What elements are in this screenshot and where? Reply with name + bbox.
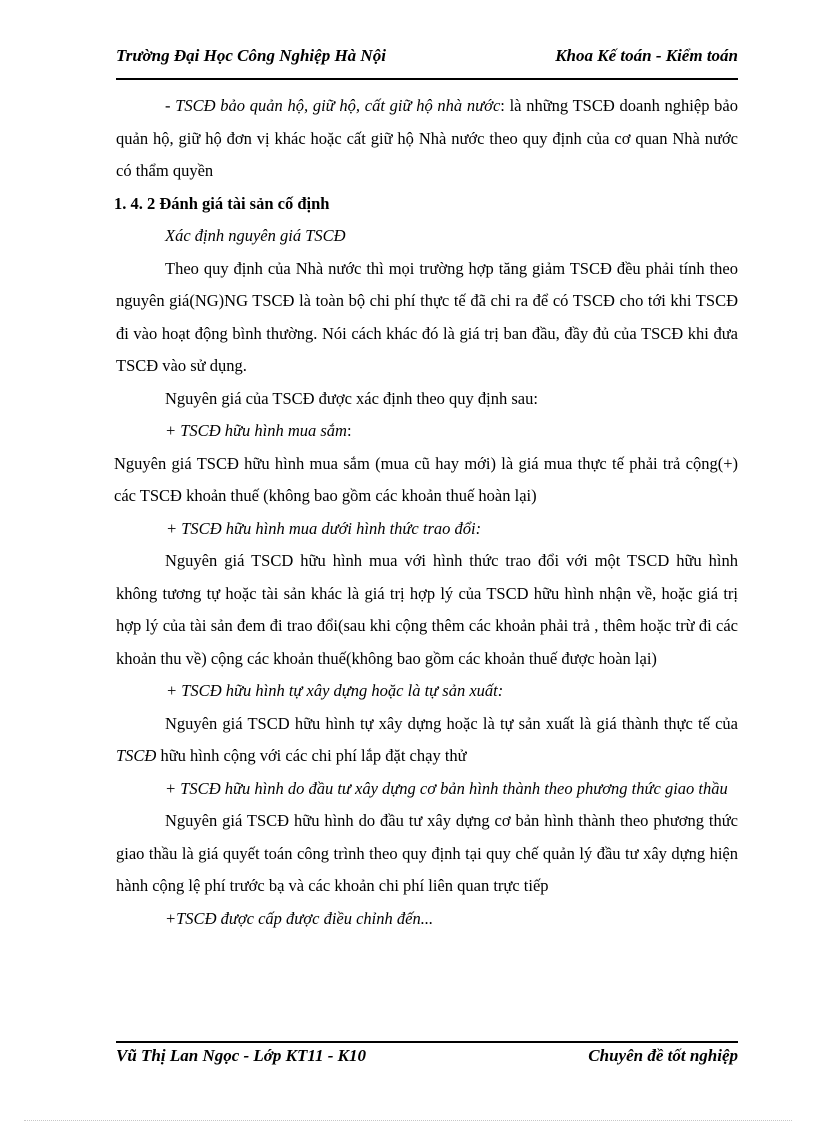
item-self-built-assets: + TSCĐ hữu hình tự xây dựng hoặc là tự sản xuất: <box>166 681 504 700</box>
paragraph-custody-assets <box>116 90 738 188</box>
item-contracted-construction: + TSCĐ hữu hình do đầu tư xây dựng cơ bản hình thành theo phương thức giao thầu <box>165 778 728 798</box>
paragraph-self-built-cost <box>116 708 738 773</box>
subheading-original-cost: Xác định nguyên giá TSCĐ <box>165 226 346 245</box>
paragraph-purchased-cost: Nguyên giá TSCĐ hữu hình mua sắm (mua cũ hay mới) là giá mua thực tế phải trả cộng(+) các TSCĐ khoản thuế (không bao gồm các khoản thuế hoàn lại) <box>114 453 738 505</box>
paragraph-text: : là những TSCĐ doanh nghiệp bảo quản hộ, giữ hộ đơn vị khác hoặc cất giữ hộ Nhà nước theo quy định của cơ quan Nhà nước có thẩm quyền <box>116 96 739 180</box>
header-school-name: Trường Đại Học Công Nghiệp Hà Nội <box>116 46 386 65</box>
item-label-italic: + TSCĐ hữu hình mua sắm <box>165 421 347 440</box>
footer-doc-type: Chuyên đề tốt nghiệp <box>588 1046 738 1065</box>
paragraph-text: hữu hình cộng với các chi phí lắp đặt chạy thử <box>156 746 467 765</box>
page-bottom-dotted-line <box>24 1120 792 1121</box>
paragraph-text: Nguyên giá TSCD hữu hình tự xây dựng hoặc là tự sản xuất là giá thành thực tế của <box>165 713 738 733</box>
item-purchased-assets <box>116 415 738 448</box>
page-header <box>116 44 738 70</box>
paragraph-cost-rules-intro: Nguyên giá của TSCĐ được xác định theo quy định sau: <box>165 388 538 408</box>
header-rule <box>116 78 738 80</box>
section-heading: 1. 4. 2 Đánh giá tài sản cố định <box>114 193 330 213</box>
page-footer <box>116 1046 738 1072</box>
paragraph-cost-definition: Theo quy định của Nhà nước thì mọi trường hợp tăng giảm TSCĐ đều phải tính theo nguyên giá(NG)NG TSCĐ là toàn bộ chi phí thực tế đã chi ra để có TSCĐ cho tới khi TSCĐ đi vào hoạt động bình thường. Nói cách khác đó là giá trị ban đầu, đầy đủ của TSCĐ khi đưa TSCĐ vào sử dụng. <box>116 258 738 375</box>
item-granted-assets: +TSCĐ được cấp được điều chỉnh đến... <box>165 908 434 928</box>
paragraph-exchanged-cost: Nguyên giá TSCD hữu hình mua với hình thức trao đổi với một TSCD hữu hình không tương tự hoặc tài sản khác là giá trị hợp lý của TSCD hữu hình nhận về, hoặc giá trị hợp lý của tài sản đem đi trao đổi(sau khi cộng thêm các khoản phải trả , thêm hoặc trừ đi các khoản thu về) cộng các khoản thuế(không bao gồm các khoản thuế được hoàn lại) <box>116 551 738 668</box>
header-department: Khoa Kế toán - Kiểm toán <box>555 46 738 65</box>
item-exchanged-assets: + TSCĐ hữu hình mua dưới hình thức trao đổi: <box>166 518 482 538</box>
document-body <box>116 90 738 935</box>
paragraph-lead-italic: - TSCĐ bảo quản hộ, giữ hộ, cất giữ hộ nhà nước <box>165 96 501 115</box>
paragraph-contracted-cost: Nguyên giá TSCĐ hữu hình do đầu tư xây dựng cơ bản hình thành theo phương thức giao thầu là giá quyết toán công trình theo quy định tại quy chế quản lý đầu tư xây dựng hiện hành cộng lệ phí trước bạ và các khoản chi phí liên quan trực tiếp <box>116 811 738 895</box>
item-colon: : <box>346 421 352 440</box>
footer-author: Vũ Thị Lan Ngọc - Lớp KT11 - K10 <box>116 1046 366 1065</box>
paragraph-italic-term: TSCĐ <box>116 746 157 765</box>
footer-rule <box>116 1041 738 1043</box>
